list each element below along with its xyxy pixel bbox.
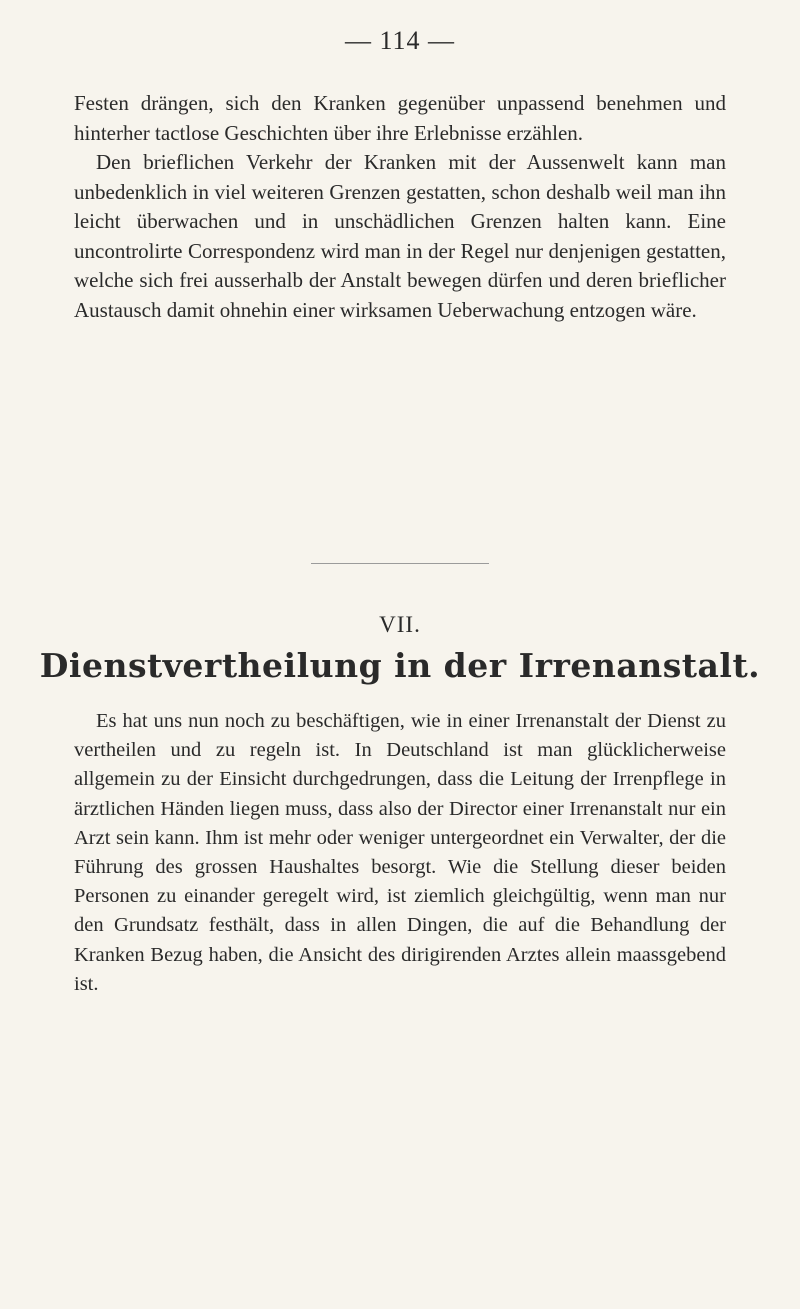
page-number: — 114 — (344, 26, 456, 55)
paragraph-correspondence: Den brieflichen Verkehr der Kranken mit der Aussenwelt kann man unbedenklich in viel weiteren Grenzen gestatten, schon deshalb weil man ihn leicht überwachen und in unschädlichen Grenzen halten kann. Eine uncontrolirte Correspondenz wird man in der Regel nur denjenigen gestatten, welche sich frei ausserhalb der Anstalt bewegen dürfen und deren brieflicher Austausch damit ohnehin einer wirksamen Ueberwachung entzogen wäre. (74, 150, 726, 322)
section-title: Dienstvertheilung in der Irrenanstalt. (39, 646, 761, 685)
section-divider (311, 563, 489, 564)
paragraph-continuation: Festen drängen, sich den Kranken gegenüber unpassend benehmen und hinterher tactlose Geschichten über ihre Erlebnisse erzählen. (74, 91, 726, 145)
section-body-paragraph: Es hat uns nun noch zu beschäftigen, wie in einer Irrenanstalt der Dienst zu vertheilen und zu regeln ist. In Deutschland ist man glücklicherweise allgemein zu der Einsicht durchgedrungen, dass die Leitung der Irrenpflege in ärztlichen Händen liegen muss, dass also der Director einer Irrenanstalt nur ein Arzt sein kann. Ihm ist mehr oder weniger untergeordnet ein Verwalter, der die Führung des grossen Haushaltes besorgt. Wie die Stellung dieser beiden Personen zu einander geregelt wird, ist ziemlich gleichgültig, wenn man nur den Grundsatz festhält, dass in allen Dingen, die auf die Behandlung der Kranken Bezug haben, die Ansicht des dirigirenden Arztes allein maassgebend ist. (74, 710, 726, 995)
section-number: VII. (379, 612, 421, 637)
